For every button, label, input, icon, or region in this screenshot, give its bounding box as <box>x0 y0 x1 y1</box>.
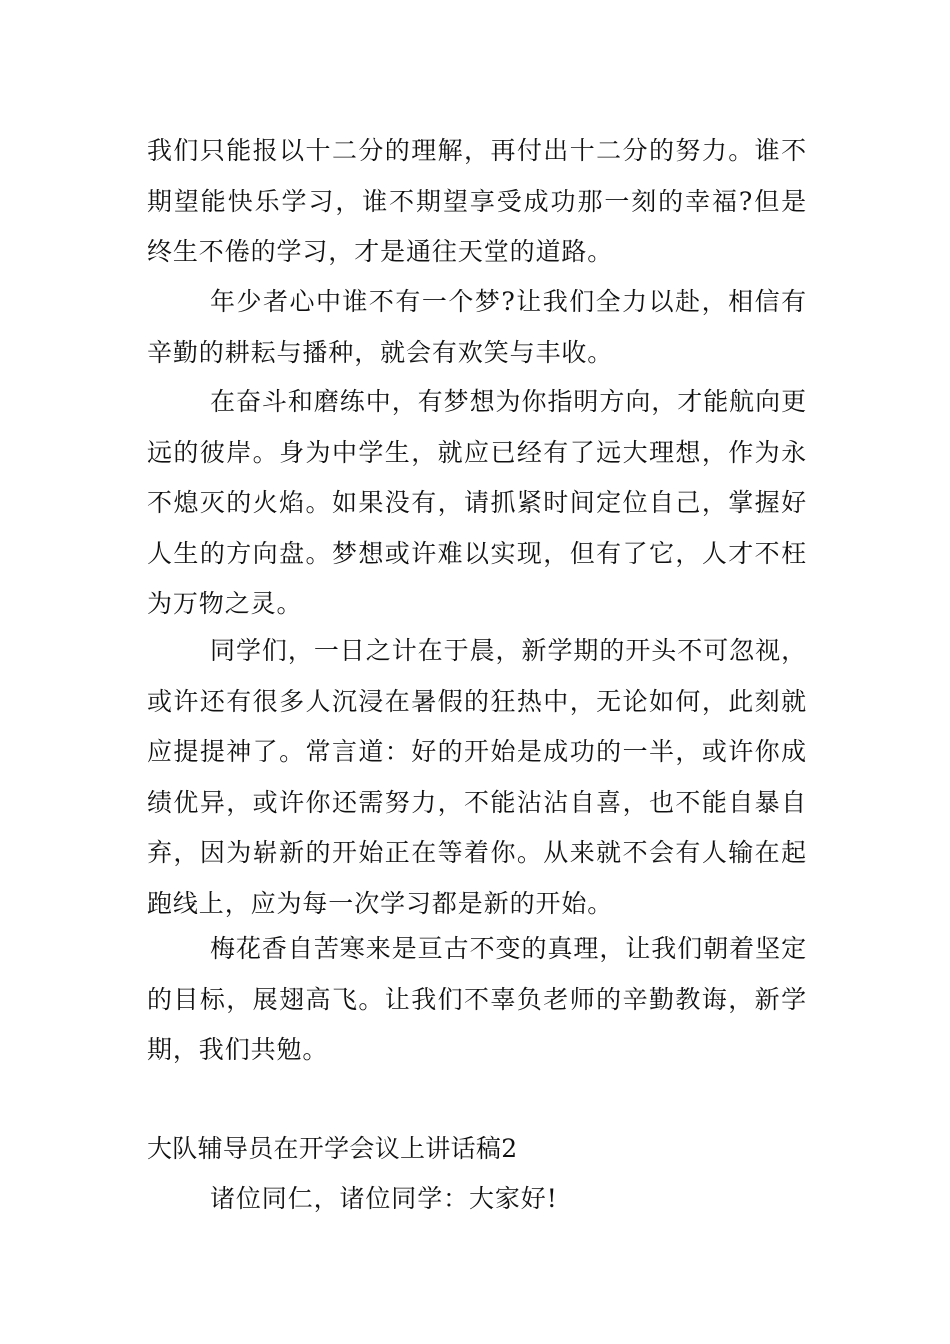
paragraph-struggle: 在奋斗和磨练中，有梦想为你指明方向，才能航向更远的彼岸。身为中学生，就应已经有了远大理想，作为永不熄灭的火焰。如果没有，请抓紧时间定位自己，掌握好人生的方向盘。梦想或许难以实现，但有了它，人才不枉为万物之灵。 <box>147 387 807 618</box>
paragraph-continuation: 我们只能报以十二分的理解，再付出十二分的努力。谁不期望能快乐学习，谁不期望享受成功那一刻的幸福?但是终生不倦的学习，才是通往天堂的道路。 <box>147 136 807 266</box>
paragraph-closing: 梅花香自苦寒来是亘古不变的真理，让我们朝着坚定的目标，展翅高飞。让我们不辜负老师的辛勤教诲，新学期，我们共勉。 <box>147 934 807 1064</box>
paragraph-new-semester: 同学们，一日之计在于晨，新学期的开头不可忽视，或许还有很多人沉浸在暑假的狂热中，无论如何，此刻就应提提神了。常言道：好的开始是成功的一半，或许你成绩优异，或许你还需努力，不能沾沾自喜，也不能自暴自弃，因为崭新的开始正在等着你。从来就不会有人输在起跑线上，应为每一次学习都是新的开始。 <box>147 636 807 918</box>
greeting-line: 诸位同仁，诸位同学：大家好! <box>210 1184 558 1213</box>
section-title: 大队辅导员在开学会议上讲话稿2 <box>147 1134 518 1163</box>
paragraph-dream: 年少者心中谁不有一个梦?让我们全力以赴，相信有辛勤的耕耘与播种，就会有欢笑与丰收。 <box>147 287 807 367</box>
